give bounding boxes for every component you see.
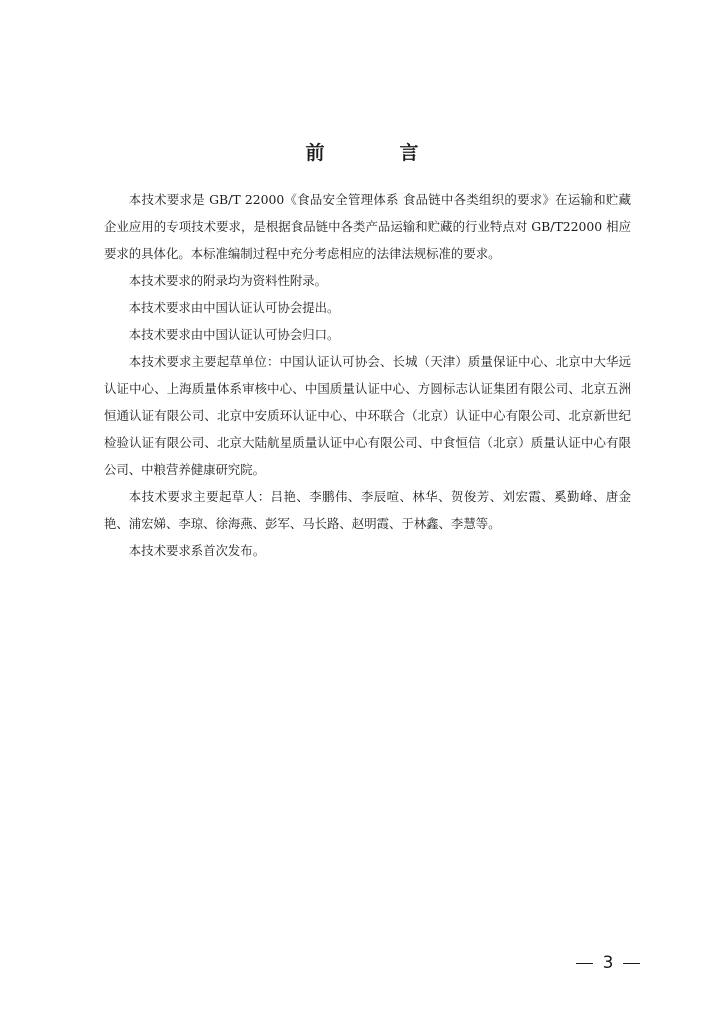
paragraph-drafting-units: 本技术要求主要起草单位：中国认证认可协会、长城（天津）质量保证中心、北京中大华远认证中心、上海质量体系审核中心、中国质量认证中心、方圆标志认证集团有限公司、北京五洲恒通认证有限公司、北京中安质环认证中心、中环联合（北京）认证中心有限公司、北京新世纪检验认证有限公司、北京大陆航星质量认证中心有限公司、中食恒信（北京）质量认证中心有限公司、中粮营养健康研究院。 [104, 354, 631, 477]
paragraph-drafters: 本技术要求主要起草人：吕艳、李鹏伟、李辰喧、林华、贺俊芳、刘宏霞、奚勤峰、唐金艳、浦宏娣、李琼、徐海燕、彭军、马长路、赵明霞、于林鑫、李慧等。 [104, 489, 631, 531]
paragraph-scope: 本技术要求是 GB/T 22000《食品安全管理体系 食品链中各类组织的要求》在运输和贮藏企业应用的专项技术要求，是根据食品链中各类产品运输和贮藏的行业特点对 GB/T22000 相应要求的具体化。本标准编制过程中充分考虑相应的法律法规标准的要求。 [104, 192, 631, 261]
document-body [104, 186, 631, 564]
paragraph-first-release: 本技术要求系首次发布。 [128, 543, 266, 558]
paragraph-appendix: 本技术要求的附录均为资料性附录。 [128, 273, 328, 288]
page-number-value: 3 [602, 953, 614, 973]
paragraph-centralized: 本技术要求由中国认证认可协会归口。 [128, 327, 340, 342]
page-number [576, 953, 640, 973]
paragraph-proposer: 本技术要求由中国认证认可协会提出。 [128, 300, 340, 315]
page-title: 前 言 [305, 142, 447, 164]
dash-right [623, 963, 640, 964]
dash-left [576, 963, 593, 964]
